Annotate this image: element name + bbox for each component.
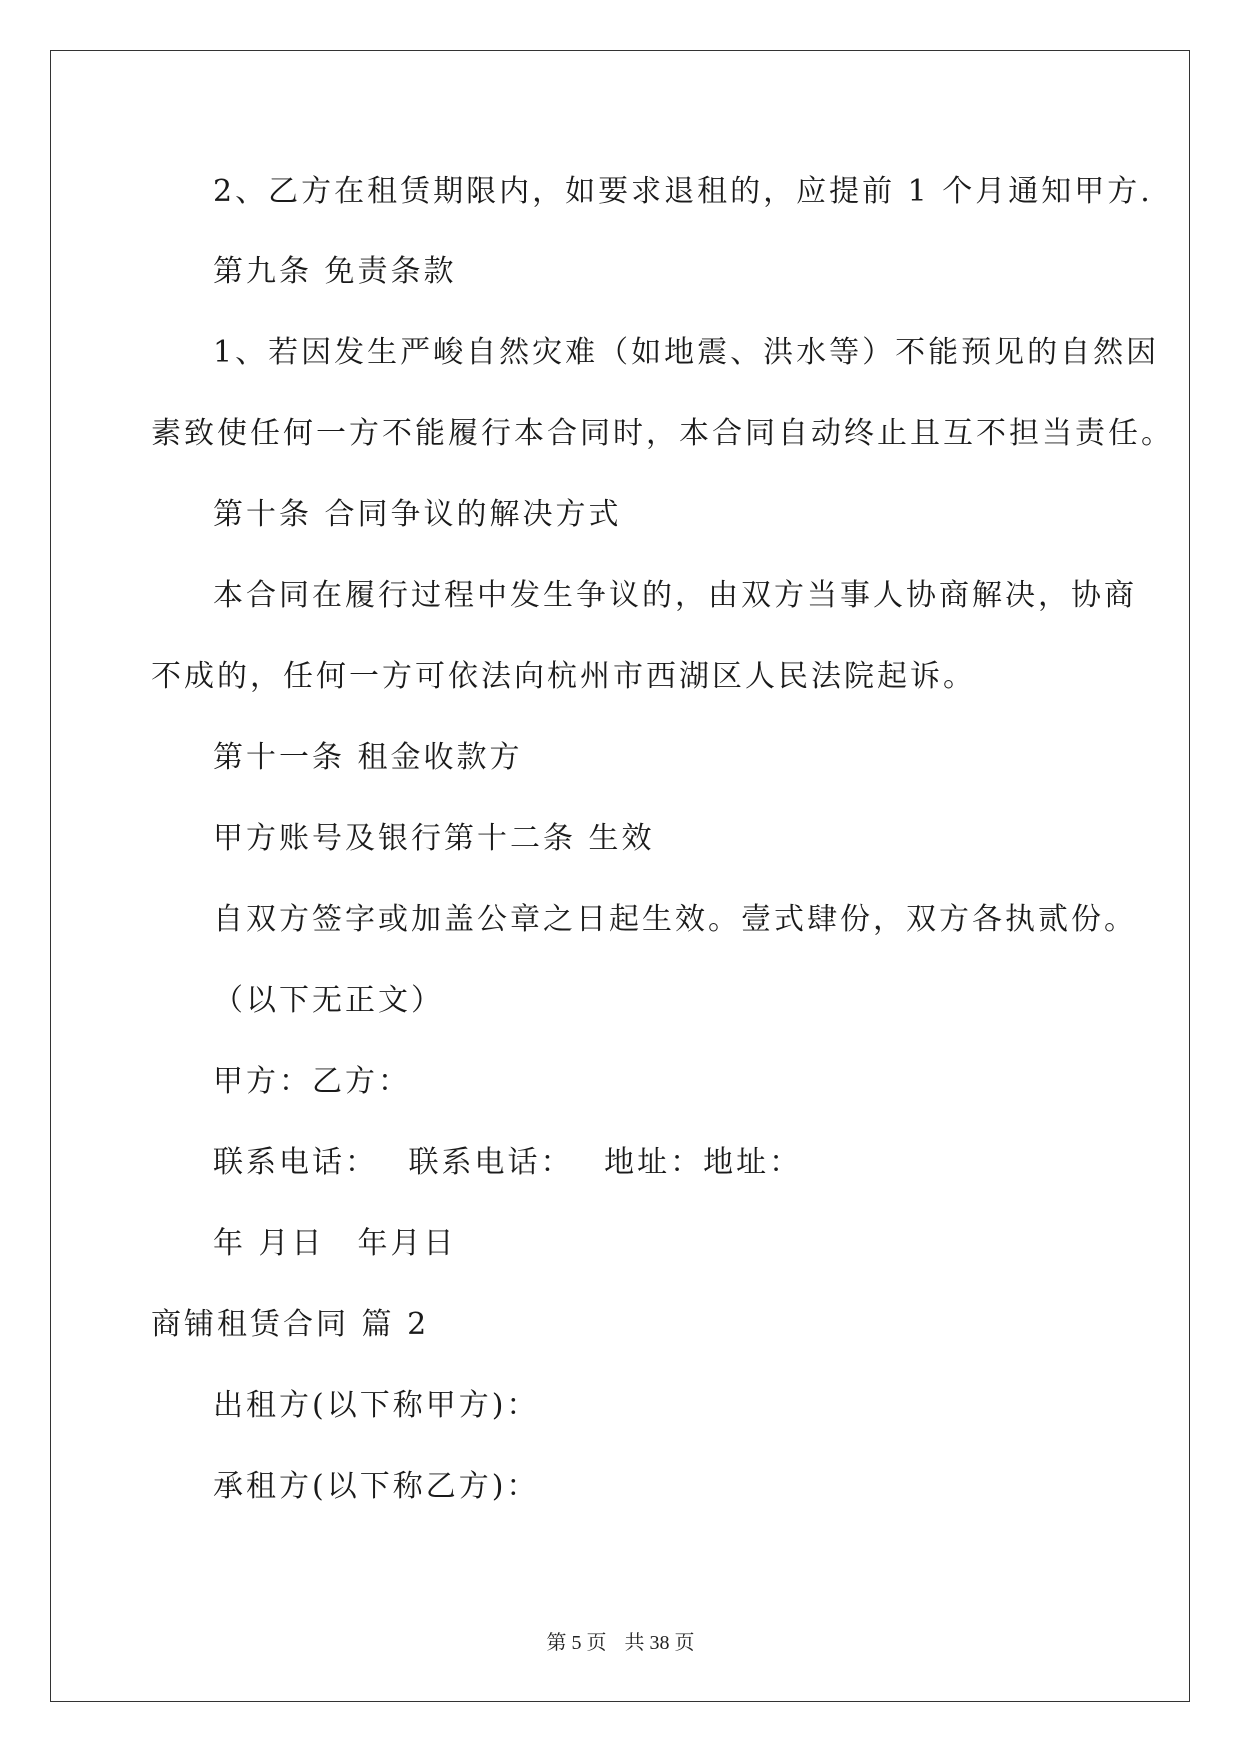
article-9-heading: 第九条 免责条款 — [213, 254, 457, 289]
article-12-body: 自双方签字或加盖公章之日起生效。壹式肆份，双方各执贰份。 — [213, 902, 1137, 937]
lessor-line: 出租方(以下称甲方)： — [213, 1388, 540, 1423]
date-line: 年 月日 年月日 — [213, 1226, 457, 1261]
page-footer — [0, 1630, 1241, 1656]
total-pages: 共 38 页 — [624, 1632, 695, 1654]
article-10-body-line-2: 不成的，任何一方可依法向杭州市西湖区人民法院起诉。 — [151, 659, 976, 694]
article-11-12-line: 甲方账号及银行第十二条 生效 — [213, 821, 655, 856]
contract-2-title: 商铺租赁合同 篇 2 — [151, 1307, 430, 1342]
parties-line: 甲方：乙方： — [213, 1064, 411, 1099]
lessee-line: 承租方(以下称乙方)： — [213, 1469, 540, 1504]
page-frame — [50, 50, 1190, 1702]
article-11-heading: 第十一条 租金收款方 — [213, 740, 523, 775]
contact-address-line: 联系电话： 联系电话： 地址：地址： — [213, 1145, 803, 1180]
page-number: 第 5 页 — [546, 1632, 607, 1654]
no-more-text-note: （以下无正文） — [213, 983, 444, 1018]
article-10-heading: 第十条 合同争议的解决方式 — [213, 497, 622, 532]
clause-9-item-1-line-2: 素致使任何一方不能履行本合同时，本合同自动终止且互不担当责任。 — [151, 416, 1174, 451]
clause-9-item-1-line-1: 1、若因发生严峻自然灾难（如地震、洪水等）不能预见的自然因 — [213, 335, 1160, 370]
clause-8-item-2: 2、乙方在租赁期限内，如要求退租的，应提前 1 个月通知甲方. — [213, 174, 1153, 209]
article-10-body-line-1: 本合同在履行过程中发生争议的，由双方当事人协商解决，协商 — [213, 578, 1137, 613]
